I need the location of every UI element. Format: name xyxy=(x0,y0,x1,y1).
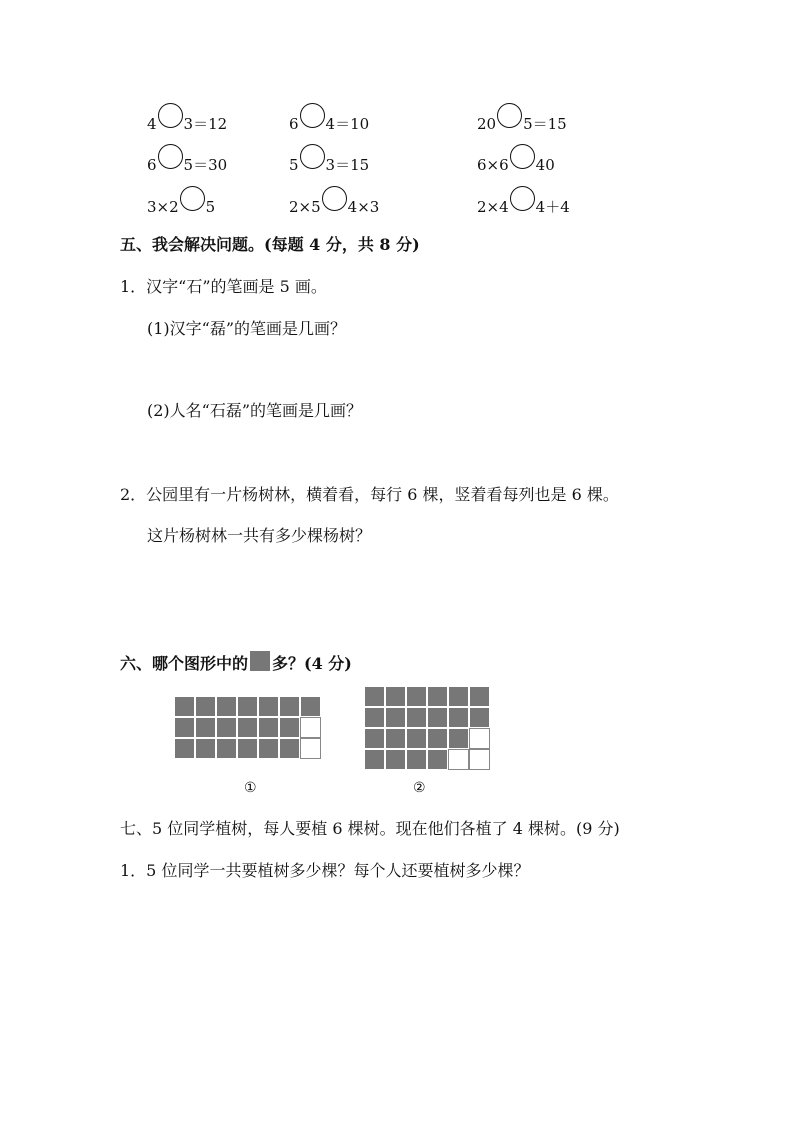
shaded-square xyxy=(406,686,427,707)
shaded-square xyxy=(427,728,448,749)
section5-q1-sub2: (2)人名“石磊”的笔画是几画？ xyxy=(147,401,363,420)
compare-right: 3＝12 xyxy=(183,115,228,133)
answer-circle[interactable] xyxy=(300,144,325,169)
section6-title-before: 六、哪个图形中的 xyxy=(120,654,249,673)
shaded-square xyxy=(279,717,300,738)
section5-q2-line2: 这片杨树林一共有多少棵杨树？ xyxy=(147,526,372,545)
shaded-square xyxy=(364,686,385,707)
compare-item xyxy=(147,193,215,219)
compare-item xyxy=(289,193,379,219)
compare-right: 4×3 xyxy=(347,198,380,216)
shaded-square xyxy=(385,728,406,749)
shaded-square xyxy=(406,728,427,749)
compare-right: 5 xyxy=(205,198,216,216)
section5-title: 五、我会解决问题。(每题 4 分，共 8 分) xyxy=(120,235,420,254)
shaded-square xyxy=(427,749,448,770)
shaded-square xyxy=(195,696,216,717)
compare-left: 5 xyxy=(289,156,299,174)
answer-circle[interactable] xyxy=(322,186,347,211)
compare-right: 3＝15 xyxy=(325,156,370,174)
shaded-square xyxy=(385,707,406,728)
section5-q1-sub1: (1)汉字“磊”的笔画是几画？ xyxy=(147,319,347,338)
compare-item xyxy=(477,193,570,219)
shaded-square xyxy=(174,696,195,717)
shaded-square xyxy=(448,728,469,749)
section6-title xyxy=(120,651,352,675)
shaded-square xyxy=(364,728,385,749)
shaded-square xyxy=(364,749,385,770)
compare-right: 5＝30 xyxy=(183,156,228,174)
shaded-square xyxy=(174,717,195,738)
shaded-square xyxy=(237,696,258,717)
shaded-square xyxy=(237,738,258,759)
section7-title: 七、5 位同学植树，每人要植 6 棵树。现在他们各植了 4 棵树。(9 分) xyxy=(120,819,620,838)
figure-2-label: ② xyxy=(413,780,426,796)
shaded-square xyxy=(448,707,469,728)
blank-square xyxy=(448,749,469,770)
shaded-square xyxy=(469,707,490,728)
shaded-square xyxy=(195,717,216,738)
blank-square xyxy=(300,738,321,759)
shaded-square xyxy=(258,738,279,759)
compare-left: 2×5 xyxy=(289,198,321,216)
compare-item xyxy=(289,110,369,136)
compare-item xyxy=(477,110,567,136)
shaded-square xyxy=(237,717,258,738)
shaded-square xyxy=(279,696,300,717)
gray-square-icon xyxy=(250,651,270,671)
compare-left: 2×4 xyxy=(477,198,509,216)
compare-item xyxy=(477,151,555,177)
compare-left: 6 xyxy=(147,156,157,174)
answer-circle[interactable] xyxy=(300,103,325,128)
compare-right: 5＝15 xyxy=(523,115,567,133)
compare-left: 4 xyxy=(147,115,157,133)
shaded-square xyxy=(448,686,469,707)
shaded-square xyxy=(406,707,427,728)
answer-circle[interactable] xyxy=(497,103,522,128)
compare-right: 40 xyxy=(535,156,555,174)
figure-1-label: ① xyxy=(244,780,257,796)
shaded-square xyxy=(427,707,448,728)
shaded-square xyxy=(174,738,195,759)
section5-q1-stem: 1．汉字“石”的笔画是 5 画。 xyxy=(120,277,327,296)
section6-title-after: 多？(4 分) xyxy=(272,654,352,673)
answer-circle[interactable] xyxy=(158,144,183,169)
shaded-square xyxy=(385,686,406,707)
shaded-square xyxy=(279,738,300,759)
blank-square xyxy=(469,749,490,770)
shaded-square xyxy=(364,707,385,728)
section7-q1: 1．5 位同学一共要植树多少棵？每个人还要植树多少棵？ xyxy=(120,861,530,880)
compare-left: 6×6 xyxy=(477,156,509,174)
answer-circle[interactable] xyxy=(158,103,183,128)
shaded-square xyxy=(216,717,237,738)
figure-2-grid xyxy=(364,686,490,770)
section5-q2-line1: 2．公园里有一片杨树林，横着看，每行 6 棵，竖着看每列也是 6 棵。 xyxy=(120,485,619,504)
compare-right: 4＋4 xyxy=(535,198,570,216)
shaded-square xyxy=(469,686,490,707)
shaded-square xyxy=(406,749,427,770)
shaded-square xyxy=(427,686,448,707)
shaded-square xyxy=(258,717,279,738)
blank-square xyxy=(469,728,490,749)
compare-right: 4＝10 xyxy=(325,115,370,133)
shaded-square xyxy=(195,738,216,759)
shaded-square xyxy=(300,696,321,717)
compare-left: 20 xyxy=(477,115,497,133)
compare-left: 6 xyxy=(289,115,299,133)
shaded-square xyxy=(216,696,237,717)
blank-square xyxy=(300,717,321,738)
shaded-square xyxy=(258,696,279,717)
compare-left: 3×2 xyxy=(147,198,179,216)
compare-item xyxy=(147,151,227,177)
figure-1-grid xyxy=(174,696,321,759)
answer-circle[interactable] xyxy=(510,186,535,211)
compare-item xyxy=(289,151,369,177)
shaded-square xyxy=(385,749,406,770)
answer-circle[interactable] xyxy=(180,186,205,211)
shaded-square xyxy=(216,738,237,759)
answer-circle[interactable] xyxy=(510,144,535,169)
compare-item xyxy=(147,110,227,136)
